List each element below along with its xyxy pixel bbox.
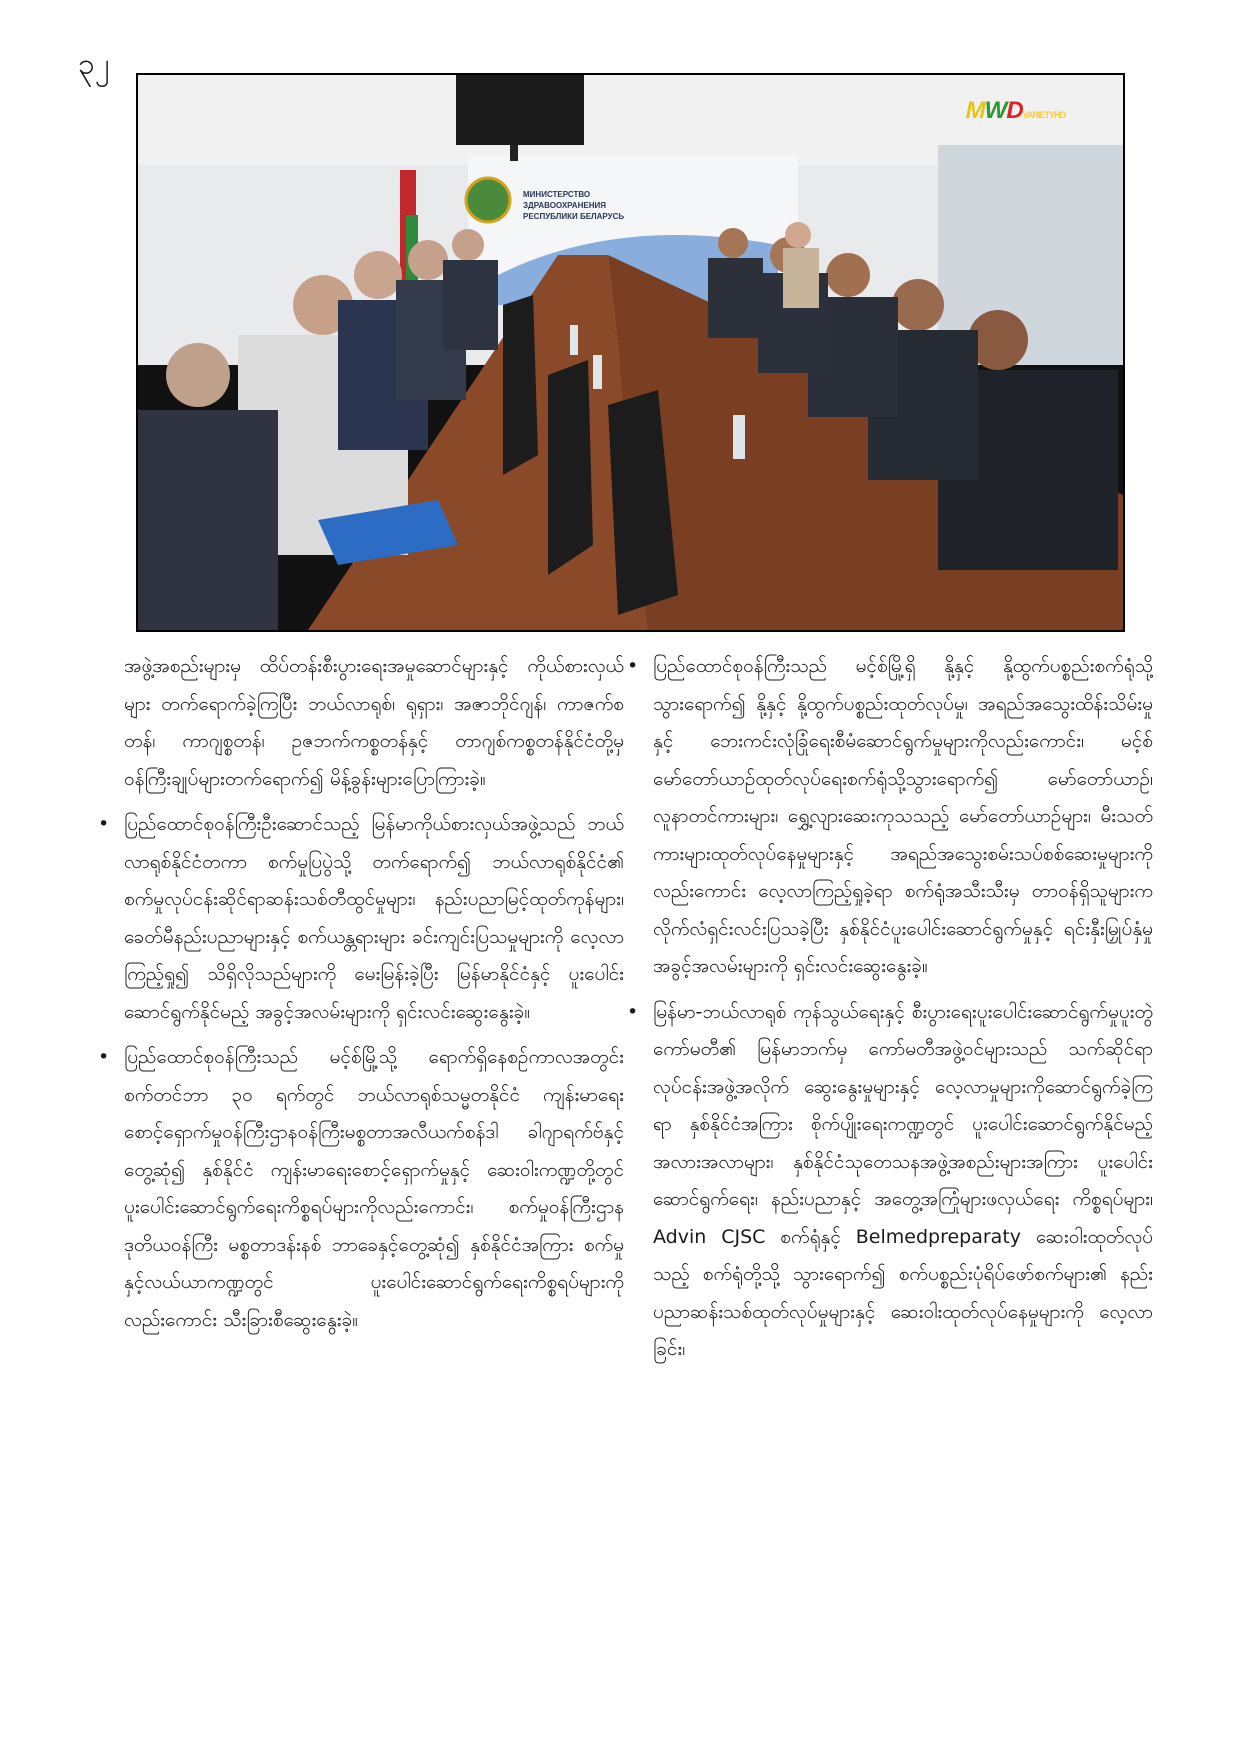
watermark-m: M [965, 97, 985, 124]
page-number: ၃၂ [78, 47, 110, 82]
right-column [627, 648, 1153, 1377]
bullet-icon: • [627, 1000, 639, 1023]
list-item [98, 1039, 624, 1339]
meeting-photo-illustration [138, 75, 1123, 630]
meeting-photo [136, 73, 1125, 632]
list-item-text: မြန်မာ-ဘယ်လာရုစ် ကုန်သွယ်ရေးနှင့် စီးပွားရေးပူးပေါင်းဆောင်ရွက်မှုပူးတွဲကော်မတီ၏ မြန်မာဘက်မှ ကော်မတီအဖွဲ့ဝင်များသည် သက်ဆိုင်ရာလုပ်ငန်းအဖွဲ့အလိုက် ဆွေးနွေးမှုများနှင့် လေ့လာမှုများကိုဆောင်ရွက်ခဲ့ကြရာ နှစ်နိုင်ငံအကြား စိုက်ပျိုးရေးကဏ္ဍတွင် ပူးပေါင်းဆောင်ရွက်နိုင်မည့် အလားအလာများ၊ နှစ်နိုင်ငံသုတေသနအဖွဲ့အစည်းများအကြား ပူးပေါင်းဆောင်ရွက်ရေး၊ နည်းပညာနှင့် အတွေ့အကြုံများဖလှယ်ရေး ကိစ္စရပ်များ၊ Advin CJSC စက်ရုံနှင့် Belmedpreparaty ဆေးဝါးထုတ်လုပ်သည့် စက်ရုံတို့သို့ သွားရောက်၍ စက်ပစ္စည်းပုံရိပ်ဖော်စက်များ၏ နည်းပညာဆန်းသစ်ထုတ်လုပ်မှုများနှင့် ဆေးဝါးထုတ်လုပ်နေမှုများကို လေ့လာခြင်း၊ [653, 1000, 1153, 1360]
list-item-text: ပြည်ထောင်စုဝန်ကြီးဦးဆောင်သည့် မြန်မာကိုယ်စားလှယ်အဖွဲ့သည် ဘယ်လာရုစ်နိုင်ငံတကာ စက်မှုပြပွဲသို့ တက်ရောက်၍ ဘယ်လာရုစ်နိုင်ငံ၏ စက်မှုလုပ်ငန်းဆိုင်ရာဆန်းသစ်တီထွင်မှုများ၊ နည်းပညာမြင့်ထုတ်ကုန်များ၊ ခေတ်မီနည်းပညာများနှင့် စက်ယန္တရားများ ခင်းကျင်းပြသမှုများကို လေ့လာကြည့်ရှု၍ သိရှိလိုသည်များကို မေးမြန်းခဲ့ပြီး မြန်မာနိုင်ငံနှင့် ပူးပေါင်းဆောင်ရွက်နိုင်မည့် အခွင့်အလမ်းများကို ရှင်းလင်းဆွေးနွေးခဲ့။ [124, 813, 624, 1023]
watermark-d: D [1006, 97, 1023, 124]
bullet-icon: • [98, 1046, 110, 1068]
svg-text:РЕСПУБЛИКИ БЕЛАРУСЬ: РЕСПУБЛИКИ БЕЛАРУСЬ [523, 212, 625, 221]
left-intro-paragraph: အဖွဲ့အစည်းများမှ ထိပ်တန်းစီးပွားရေးအမှုဆောင်များနှင့် ကိုယ်စားလှယ်များ တက်ရောက်ခဲ့ကြပြီး ဘယ်လာရုစ်၊ ရုရှား၊ အဇာဘိုင်ဂျန်၊ ကာဇက်စတန်၊ ကာဂျစ္စတန်၊ ဥဇဘက်ကစ္စတန်နှင့် တာဂျစ်ကစ္စတန်နိုင်ငံတို့မှ ဝန်ကြီးချုပ်များတက်ရောက်၍ မိန့်ခွန်းများပြောကြားခဲ့။ [124, 655, 624, 790]
watermark-logo [966, 97, 1065, 125]
bullet-icon: • [98, 813, 110, 835]
left-column [98, 648, 624, 1347]
watermark-sub: VARIETYHD [1022, 110, 1065, 120]
watermark-w: W [984, 97, 1007, 124]
list-item [627, 994, 1153, 1369]
list-item [98, 806, 624, 1031]
svg-text:МИНИСТЕРСТВО: МИНИСТЕРСТВО [523, 190, 591, 199]
list-item-text: ပြည်ထောင်စုဝန်ကြီးသည် မင့်စ်မြို့ရှိ နို့နှင့် နို့ထွက်ပစ္စည်းစက်ရုံသို့ သွားရောက်၍ နို့နှင့် နို့ထွက်ပစ္စည်းထုတ်လုပ်မှု၊ အရည်အသွေးထိန်းသိမ်းမှုနှင့် ဘေးကင်းလုံခြုံရေးစီမံဆောင်ရွက်မှုများကိုလည်းကောင်း၊ မင့်စ်မော်တော်ယာဉ်ထုတ်လုပ်ရေးစက်ရုံသို့သွားရောက်၍ မော်တော်ယာဉ်၊ လူနာတင်ကားများ၊ ရွှေ့လျားဆေးကုသသည့် မော်တော်ယာဉ်များ၊ မီးသတ်ကားများထုတ်လုပ်နေမှုများနှင့် အရည်အသွေးစမ်းသပ်စစ်ဆေးမှုများကိုလည်းကောင်း လေ့လာကြည့်ရှုခဲ့ရာ စက်ရုံအသီးသီးမှ တာဝန်ရှိသူများကလိုက်လံရှင်းလင်းပြသခဲ့ပြီး နှစ်နိုင်ငံပူးပေါင်းဆောင်ရွက်မှုနှင့် ရင်းနှီးမြှုပ်နှံမှုအခွင့်အလမ်းများကို ရှင်းလင်းဆွေးနွေးခဲ့။ [653, 655, 1153, 977]
list-item-text: ပြည်ထောင်စုဝန်ကြီးသည် မင့်စ်မြို့သို့ ရောက်ရှိနေစဉ်ကာလအတွင်း စက်တင်ဘာ ၃၀ ရက်တွင် ဘယ်လာရုစ်သမ္မတနိုင်ငံ ကျန်းမာရေးစောင့်ရှောက်မှုဝန်ကြီးဌာနဝန်ကြီးမစ္စတာအလီယက်စန်ဒါ ခါဂျာရက်ဗ်နှင့်တွေ့ဆုံ၍ နှစ်နိုင်ငံ ကျန်းမာရေးစောင့်ရှောက်မှုနှင့် ဆေးဝါးကဏ္ဍတို့တွင် ပူးပေါင်းဆောင်ရွက်ရေးကိစ္စရပ်များကိုလည်းကောင်း၊ စက်မှုဝန်ကြီးဌာန ဒုတိယဝန်ကြီး မစ္စတာဒန်းနစ် ဘာခေနှင့်တွေ့ဆုံ၍ နှစ်နိုင်ငံအကြား စက်မှုနှင့်လယ်ယာကဏ္ဍတွင် ပူးပေါင်းဆောင်ရွက်ရေးကိစ္စရပ်များကိုလည်းကောင်း သီးခြားစီဆွေးနွေးခဲ့။ [124, 1046, 624, 1331]
list-item [627, 648, 1153, 986]
svg-text:ЗДРАВООХРАНЕНИЯ: ЗДРАВООХРАНЕНИЯ [523, 201, 606, 210]
bullet-icon: • [627, 655, 639, 677]
